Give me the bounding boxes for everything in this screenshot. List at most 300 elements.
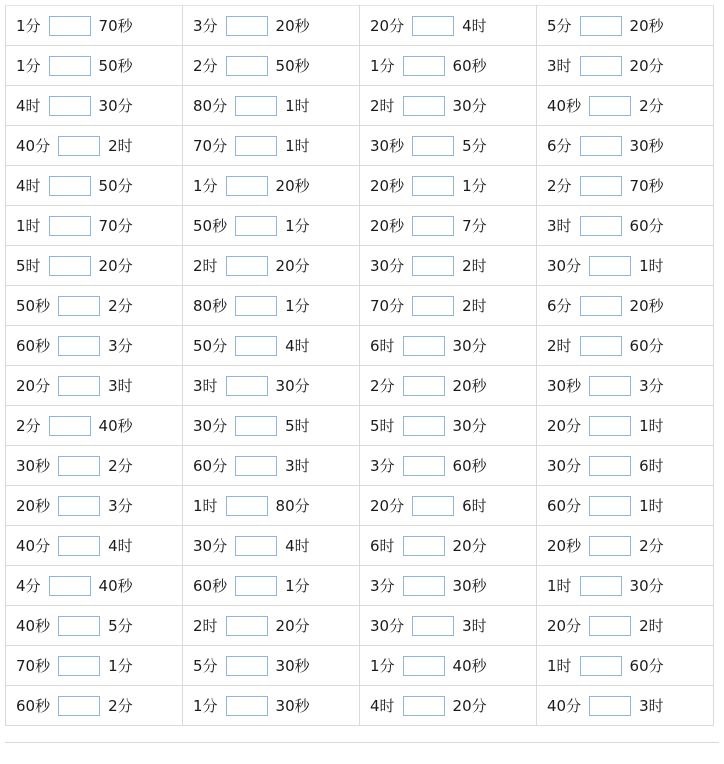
answer-input-box[interactable] [403,696,445,716]
answer-input-box[interactable] [403,416,445,436]
left-quantity: 4时 [370,696,395,715]
answer-input-box[interactable] [412,296,454,316]
answer-input-box[interactable] [580,16,622,36]
worksheet-row [6,6,714,46]
right-quantity: 2分 [639,96,664,115]
right-quantity: 30分 [275,376,310,395]
comparison-cell [6,366,183,406]
right-quantity: 4时 [462,16,487,35]
left-quantity: 2时 [193,256,218,275]
answer-input-box[interactable] [412,256,454,276]
worksheet-row [6,206,714,246]
right-quantity: 60秒 [452,456,487,475]
left-quantity: 1分 [193,176,218,195]
right-quantity: 30分 [452,336,487,355]
left-quantity: 1时 [193,496,218,515]
worksheet-row [6,326,714,366]
left-quantity: 1时 [547,576,572,595]
right-quantity: 1分 [462,176,487,195]
left-quantity: 2时 [370,96,395,115]
right-quantity: 70秒 [98,16,133,35]
comparison-cell [360,446,537,486]
right-quantity: 3时 [462,616,487,635]
right-quantity: 60分 [629,656,664,675]
answer-input-box[interactable] [403,536,445,556]
answer-input-box[interactable] [58,136,100,156]
left-quantity: 50秒 [193,216,228,235]
right-quantity: 4时 [285,336,310,355]
comparison-cell [183,286,360,326]
right-quantity: 1时 [639,416,664,435]
comparison-cell [537,566,714,606]
answer-input-box[interactable] [235,416,277,436]
worksheet-row [6,366,714,406]
worksheet-row [6,46,714,86]
right-quantity: 3时 [108,376,133,395]
comparison-cell [537,126,714,166]
right-quantity: 40秒 [452,656,487,675]
answer-input-box[interactable] [403,656,445,676]
answer-input-box[interactable] [403,336,445,356]
right-quantity: 1时 [639,256,664,275]
answer-input-box[interactable] [226,616,268,636]
comparison-cell [360,646,537,686]
right-quantity: 60秒 [452,56,487,75]
left-quantity: 30秒 [547,376,582,395]
answer-input-box[interactable] [589,696,631,716]
answer-input-box[interactable] [226,16,268,36]
answer-input-box[interactable] [58,296,100,316]
left-quantity: 60分 [547,496,582,515]
answer-input-box[interactable] [49,216,91,236]
left-quantity: 4时 [16,96,41,115]
comparison-cell [360,566,537,606]
left-quantity: 20秒 [370,176,405,195]
comparison-cell [360,86,537,126]
answer-input-box[interactable] [49,96,91,116]
right-quantity: 3时 [285,456,310,475]
comparison-cell [183,46,360,86]
comparison-cell [183,566,360,606]
answer-input-box[interactable] [580,56,622,76]
worksheet-row [6,246,714,286]
answer-input-box[interactable] [58,456,100,476]
left-quantity: 70秒 [16,656,51,675]
left-quantity: 30分 [193,416,228,435]
worksheet-row [6,606,714,646]
comparison-cell [360,406,537,446]
answer-input-box[interactable] [226,656,268,676]
comparison-cell [6,406,183,446]
right-quantity: 3时 [639,696,664,715]
comparison-cell [360,46,537,86]
left-quantity: 20秒 [370,216,405,235]
right-quantity: 50秒 [275,56,310,75]
left-quantity: 6时 [370,336,395,355]
comparison-cell [6,246,183,286]
right-quantity: 5分 [108,616,133,635]
right-quantity: 6时 [462,496,487,515]
worksheet-row [6,686,714,726]
right-quantity: 30分 [452,96,487,115]
comparison-cell [183,446,360,486]
right-quantity: 20秒 [629,296,664,315]
left-quantity: 20分 [547,416,582,435]
comparison-cell [6,326,183,366]
answer-input-box[interactable] [580,576,622,596]
left-quantity: 6分 [547,296,572,315]
left-quantity: 6时 [370,536,395,555]
right-quantity: 2分 [108,456,133,475]
answer-input-box[interactable] [58,536,100,556]
right-quantity: 20分 [452,696,487,715]
worksheet-row [6,646,714,686]
answer-input-box[interactable] [49,16,91,36]
right-quantity: 1分 [108,656,133,675]
answer-input-box[interactable] [589,416,631,436]
comparison-cell [183,406,360,446]
right-quantity: 1时 [285,136,310,155]
comparison-cell [6,606,183,646]
left-quantity: 50秒 [16,296,51,315]
right-quantity: 1分 [285,216,310,235]
left-quantity: 30秒 [16,456,51,475]
comparison-cell [360,166,537,206]
comparison-cell [537,6,714,46]
answer-input-box[interactable] [403,576,445,596]
comparison-cell [360,286,537,326]
right-quantity: 3分 [108,496,133,515]
right-quantity: 7分 [462,216,487,235]
left-quantity: 1分 [370,56,395,75]
comparison-cell [537,46,714,86]
bottom-divider [5,742,719,743]
right-quantity: 30秒 [275,696,310,715]
right-quantity: 20秒 [452,376,487,395]
left-quantity: 20分 [547,616,582,635]
left-quantity: 3分 [370,456,395,475]
comparison-cell [6,206,183,246]
answer-input-box[interactable] [226,176,268,196]
left-quantity: 1时 [547,656,572,675]
left-quantity: 20分 [370,496,405,515]
right-quantity: 60分 [629,336,664,355]
left-quantity: 2分 [370,376,395,395]
answer-input-box[interactable] [403,376,445,396]
right-quantity: 6时 [639,456,664,475]
comparison-cell [6,166,183,206]
comparison-cell [537,366,714,406]
answer-input-box[interactable] [49,176,91,196]
comparison-cell [6,686,183,726]
answer-input-box[interactable] [49,576,91,596]
answer-input-box[interactable] [226,256,268,276]
right-quantity: 80分 [275,496,310,515]
left-quantity: 30分 [547,256,582,275]
left-quantity: 3时 [547,56,572,75]
comparison-cell [537,166,714,206]
worksheet-row [6,486,714,526]
left-quantity: 30分 [193,536,228,555]
comparison-cell [537,686,714,726]
answer-input-box[interactable] [580,336,622,356]
right-quantity: 4时 [285,536,310,555]
left-quantity: 30秒 [370,136,405,155]
comparison-cell [537,486,714,526]
left-quantity: 60秒 [16,696,51,715]
left-quantity: 30分 [370,616,405,635]
comparison-worksheet-table [5,5,714,726]
comparison-cell [360,686,537,726]
comparison-cell [360,606,537,646]
left-quantity: 3分 [370,576,395,595]
answer-input-box[interactable] [412,496,454,516]
left-quantity: 1分 [193,696,218,715]
answer-input-box[interactable] [58,496,100,516]
worksheet-row [6,526,714,566]
right-quantity: 20分 [275,616,310,635]
answer-input-box[interactable] [58,696,100,716]
answer-input-box[interactable] [58,376,100,396]
left-quantity: 4时 [16,176,41,195]
comparison-cell [360,126,537,166]
answer-input-box[interactable] [580,136,622,156]
right-quantity: 40秒 [98,576,133,595]
answer-input-box[interactable] [235,576,277,596]
comparison-cell [183,126,360,166]
left-quantity: 1时 [16,216,41,235]
comparison-cell [183,686,360,726]
right-quantity: 60分 [629,216,664,235]
answer-input-box[interactable] [403,456,445,476]
right-quantity: 30分 [452,416,487,435]
right-quantity: 20秒 [275,16,310,35]
answer-input-box[interactable] [235,216,277,236]
left-quantity: 4分 [16,576,41,595]
left-quantity: 2时 [193,616,218,635]
comparison-cell [6,446,183,486]
left-quantity: 80分 [193,96,228,115]
worksheet-row [6,406,714,446]
right-quantity: 20秒 [629,16,664,35]
left-quantity: 60分 [193,456,228,475]
answer-input-box[interactable] [403,56,445,76]
right-quantity: 2时 [462,256,487,275]
right-quantity: 40秒 [98,416,133,435]
right-quantity: 30分 [98,96,133,115]
answer-input-box[interactable] [412,216,454,236]
comparison-cell [183,606,360,646]
comparison-cell [6,286,183,326]
comparison-cell [6,126,183,166]
answer-input-box[interactable] [589,616,631,636]
right-quantity: 30秒 [275,656,310,675]
comparison-cell [6,86,183,126]
comparison-cell [360,246,537,286]
comparison-cell [183,86,360,126]
answer-input-box[interactable] [49,416,91,436]
comparison-cell [183,166,360,206]
left-quantity: 3时 [547,216,572,235]
comparison-cell [183,6,360,46]
left-quantity: 5分 [193,656,218,675]
answer-input-box[interactable] [58,656,100,676]
answer-input-box[interactable] [412,16,454,36]
right-quantity: 20分 [452,536,487,555]
comparison-cell [183,646,360,686]
comparison-cell [183,526,360,566]
left-quantity: 70分 [370,296,405,315]
answer-input-box[interactable] [589,456,631,476]
comparison-cell [537,606,714,646]
comparison-cell [537,406,714,446]
left-quantity: 60秒 [193,576,228,595]
left-quantity: 1分 [16,16,41,35]
worksheet-row [6,446,714,486]
comparison-cell [183,486,360,526]
left-quantity: 5时 [16,256,41,275]
comparison-cell [183,246,360,286]
answer-input-box[interactable] [580,296,622,316]
comparison-cell [6,526,183,566]
answer-input-box[interactable] [226,376,268,396]
answer-input-box[interactable] [235,536,277,556]
right-quantity: 2时 [639,616,664,635]
left-quantity: 20秒 [16,496,51,515]
comparison-cell [360,206,537,246]
left-quantity: 2时 [547,336,572,355]
right-quantity: 50秒 [98,56,133,75]
worksheet-row [6,166,714,206]
worksheet-row [6,86,714,126]
right-quantity: 2时 [108,136,133,155]
right-quantity: 50分 [98,176,133,195]
left-quantity: 70分 [193,136,228,155]
comparison-cell [183,206,360,246]
comparison-cell [6,486,183,526]
left-quantity: 1分 [370,656,395,675]
left-quantity: 40分 [16,136,51,155]
comparison-cell [537,326,714,366]
left-quantity: 2分 [193,56,218,75]
left-quantity: 3分 [193,16,218,35]
answer-input-box[interactable] [49,56,91,76]
comparison-cell [183,366,360,406]
worksheet-row [6,126,714,166]
left-quantity: 50分 [193,336,228,355]
right-quantity: 20分 [275,256,310,275]
comparison-cell [537,206,714,246]
comparison-cell [360,486,537,526]
right-quantity: 2分 [108,696,133,715]
answer-input-box[interactable] [49,256,91,276]
comparison-cell [537,246,714,286]
right-quantity: 1分 [285,576,310,595]
answer-input-box[interactable] [226,696,268,716]
right-quantity: 20分 [629,56,664,75]
left-quantity: 1分 [16,56,41,75]
answer-input-box[interactable] [589,96,631,116]
comparison-cell [360,6,537,46]
answer-input-box[interactable] [580,656,622,676]
left-quantity: 40秒 [16,616,51,635]
right-quantity: 5时 [285,416,310,435]
answer-input-box[interactable] [235,96,277,116]
comparison-cell [360,366,537,406]
right-quantity: 70秒 [629,176,664,195]
answer-input-box[interactable] [589,256,631,276]
left-quantity: 40分 [547,696,582,715]
answer-input-box[interactable] [235,456,277,476]
left-quantity: 80秒 [193,296,228,315]
comparison-cell [6,46,183,86]
answer-input-box[interactable] [412,136,454,156]
comparison-cell [6,566,183,606]
comparison-cell [537,446,714,486]
left-quantity: 40分 [16,536,51,555]
answer-input-box[interactable] [226,56,268,76]
right-quantity: 1时 [639,496,664,515]
right-quantity: 30秒 [629,136,664,155]
comparison-cell [6,646,183,686]
answer-input-box[interactable] [589,536,631,556]
answer-input-box[interactable] [58,336,100,356]
right-quantity: 3分 [639,376,664,395]
answer-input-box[interactable] [235,136,277,156]
answer-input-box[interactable] [580,176,622,196]
left-quantity: 20秒 [547,536,582,555]
comparison-cell [537,646,714,686]
comparison-cell [537,86,714,126]
answer-input-box[interactable] [412,616,454,636]
answer-input-box[interactable] [589,496,631,516]
left-quantity: 2分 [547,176,572,195]
right-quantity: 20分 [98,256,133,275]
comparison-cell [537,526,714,566]
left-quantity: 3时 [193,376,218,395]
answer-input-box[interactable] [580,216,622,236]
comparison-cell [183,326,360,366]
left-quantity: 6分 [547,136,572,155]
answer-input-box[interactable] [589,376,631,396]
left-quantity: 40秒 [547,96,582,115]
worksheet-row [6,566,714,606]
right-quantity: 70分 [98,216,133,235]
answer-input-box[interactable] [412,176,454,196]
worksheet-row [6,286,714,326]
comparison-cell [6,6,183,46]
left-quantity: 60秒 [16,336,51,355]
comparison-cell [360,326,537,366]
right-quantity: 4时 [108,536,133,555]
right-quantity: 20秒 [275,176,310,195]
answer-input-box[interactable] [58,616,100,636]
answer-input-box[interactable] [235,296,277,316]
left-quantity: 5分 [547,16,572,35]
left-quantity: 30分 [370,256,405,275]
answer-input-box[interactable] [403,96,445,116]
left-quantity: 2分 [16,416,41,435]
left-quantity: 30分 [547,456,582,475]
right-quantity: 2时 [462,296,487,315]
comparison-cell [360,526,537,566]
right-quantity: 1分 [285,296,310,315]
right-quantity: 2分 [639,536,664,555]
answer-input-box[interactable] [235,336,277,356]
left-quantity: 5时 [370,416,395,435]
answer-input-box[interactable] [226,496,268,516]
right-quantity: 1时 [285,96,310,115]
